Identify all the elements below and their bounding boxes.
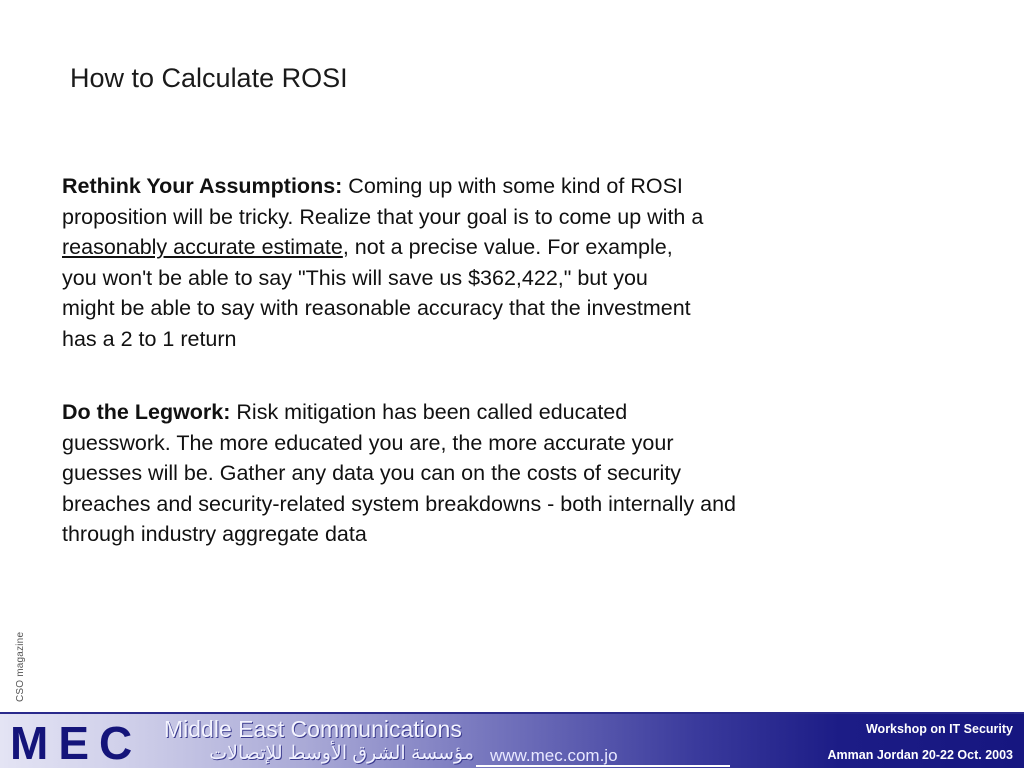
- paragraph-line: guesses will be. Gather any data you can on the costs of security: [62, 461, 682, 486]
- footer-banner: [0, 712, 1024, 768]
- footer-rule: [476, 765, 730, 767]
- paragraph-line: [62, 397, 882, 428]
- company-name-arabic: مؤسسة الشرق الأوسط للإتصالات: [209, 743, 474, 764]
- company-name: Middle East Communications: [164, 716, 462, 742]
- paragraph-line: breaches and security-related system breakdowns - both internally and: [62, 491, 737, 516]
- event-title: Workshop on IT Security: [865, 722, 1013, 736]
- footer-divider: [0, 712, 1024, 714]
- paragraph-lead: Rethink Your Assumptions:: [62, 174, 343, 198]
- paragraph-rethink-assumptions: [62, 171, 862, 355]
- paragraph-line: has a 2 to 1 return: [62, 326, 237, 351]
- paragraph-text: Risk mitigation has been called educated: [230, 400, 628, 424]
- company-logo: MEC: [10, 717, 143, 768]
- paragraph-line: [62, 232, 862, 263]
- source-credit: CSO magazine: [15, 631, 26, 702]
- paragraph-line: guesswork. The more educated you are, the more accurate your: [62, 430, 674, 455]
- slide-title: How to Calculate ROSI: [70, 63, 348, 93]
- paragraph-line: you won't be able to say "This will save us $362,422," but you: [62, 265, 648, 290]
- paragraph-do-the-legwork: [62, 397, 882, 550]
- company-url: www.mec.com.jo: [490, 746, 618, 765]
- paragraph-line: [62, 171, 862, 202]
- underlined-phrase: reasonably accurate estimate: [62, 235, 343, 260]
- paragraph-line: might be able to say with reasonable accuracy that the investment: [62, 296, 691, 321]
- paragraph-line: through industry aggregate data: [62, 522, 367, 547]
- paragraph-text: Coming up with some kind of ROSI: [342, 174, 683, 198]
- paragraph-text: , not a precise value. For example,: [342, 235, 673, 260]
- event-location-date: Amman Jordan 20-22 Oct. 2003: [827, 748, 1013, 762]
- paragraph-lead: Do the Legwork:: [62, 400, 231, 424]
- paragraph-line: proposition will be tricky. Realize that your goal is to come up with a: [62, 204, 704, 229]
